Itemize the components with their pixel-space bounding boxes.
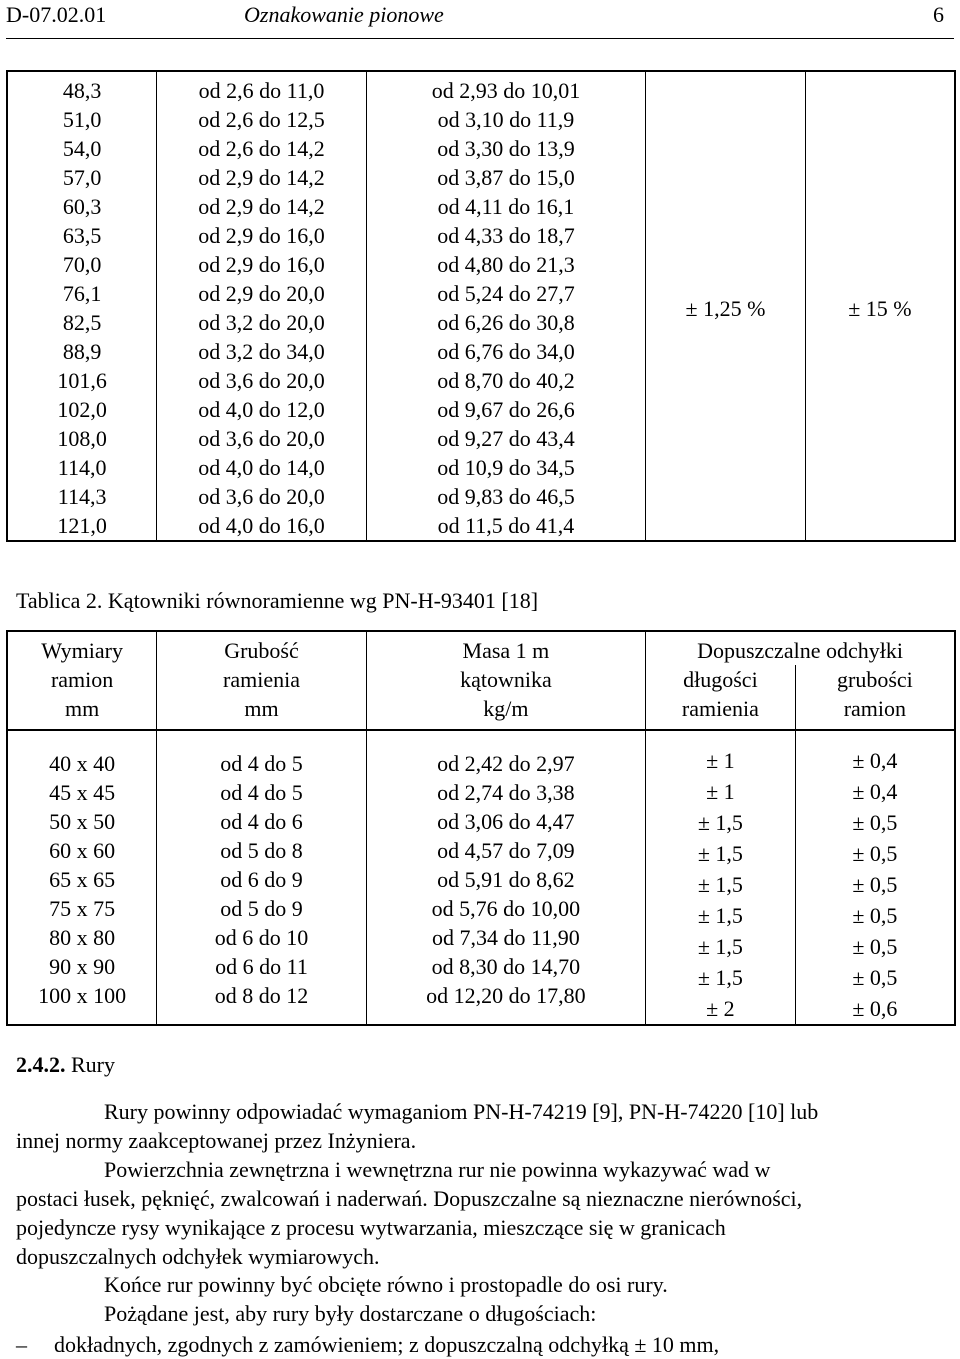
table-cell: od 4,33 do 18,7 <box>366 221 645 250</box>
section-number: 2.4.2. <box>16 1052 66 1077</box>
paragraph-line: dopuszczalnych odchyłek wymiarowych. <box>16 1244 380 1269</box>
table-cell: 75 x 75 <box>49 896 116 921</box>
table-cell: ± 0,5 <box>852 965 898 990</box>
table-cell: od 2,93 do 10,01 <box>366 71 645 105</box>
table-cell: 100 x 100 <box>38 983 127 1008</box>
table-cell: ± 1,5 <box>697 810 743 835</box>
paragraph-line: Powierzchnia zewnętrzna i wewnętrzna rur nie powinna wykazywać wad w <box>104 1157 771 1182</box>
table-cell: od 2,9 do 20,0 <box>157 279 367 308</box>
table-cell: ± 0,6 <box>852 996 898 1021</box>
angle-table-header <box>7 631 955 730</box>
pipe-dimensions-table <box>6 70 956 542</box>
table-cell: 63,5 <box>7 221 157 250</box>
table-cell: ± 0,5 <box>852 872 898 897</box>
paragraph-line: innej normy zaakceptowanej przez Inżyniera. <box>16 1128 417 1153</box>
paragraph-line: Rury powinny odpowiadać wymaganiom PN-H-74219 [9], PN-H-74220 [10] lub <box>104 1099 819 1124</box>
table-cell: od 3,10 do 11,9 <box>366 105 645 134</box>
table-cell: od 6,26 do 30,8 <box>366 308 645 337</box>
header-cell: kątownika <box>366 665 645 694</box>
table-cell: od 2,74 do 3,38 <box>437 780 575 805</box>
table-cell: od 3,6 do 20,0 <box>157 366 367 395</box>
table-cell: 51,0 <box>7 105 157 134</box>
table-cell: ± 1,5 <box>697 903 743 928</box>
table-cell: od 5 do 8 <box>220 838 303 863</box>
table-cell: od 4 do 6 <box>220 809 303 834</box>
column-dimensions <box>7 730 157 1025</box>
page-number: 6 <box>933 2 944 27</box>
table-cell: od 10,9 do 34,5 <box>366 453 645 482</box>
header-cell: ramion <box>7 665 157 694</box>
section-title: Rury <box>71 1052 115 1077</box>
table-cell: ± 0,4 <box>852 748 898 773</box>
table-cell: od 9,83 do 46,5 <box>366 482 645 511</box>
paragraph <box>16 1299 944 1328</box>
header-cell: Grubość <box>157 631 367 665</box>
table-cell: 70,0 <box>7 250 157 279</box>
table-cell: 108,0 <box>7 424 157 453</box>
header-cell: Wymiary <box>7 631 157 665</box>
table-cell: 90 x 90 <box>49 954 116 979</box>
table-cell: 60,3 <box>7 192 157 221</box>
table-cell: od 3,06 do 4,47 <box>437 809 575 834</box>
table-cell: od 2,6 do 11,0 <box>157 71 367 105</box>
table-cell: od 9,67 do 26,6 <box>366 395 645 424</box>
column-thickness-tolerance <box>795 730 955 1025</box>
table-cell: ± 0,5 <box>852 903 898 928</box>
table-cell: 101,6 <box>7 366 157 395</box>
table-cell: od 4,57 do 7,09 <box>437 838 575 863</box>
table-cell: ± 1,5 <box>697 841 743 866</box>
paragraph-line: Końce rur powinny być obcięte równo i prostopadle do osi rury. <box>104 1272 668 1297</box>
table-cell: 102,0 <box>7 395 157 424</box>
table-cell: od 3,87 do 15,0 <box>366 163 645 192</box>
table-cell: 54,0 <box>7 134 157 163</box>
header-cell: Masa 1 m <box>366 631 645 665</box>
table-cell: od 3,2 do 34,0 <box>157 337 367 366</box>
table-cell: od 5,91 do 8,62 <box>437 867 575 892</box>
table-cell: 45 x 45 <box>49 780 116 805</box>
table-cell: od 3,6 do 20,0 <box>157 424 367 453</box>
table-cell: 48,3 <box>7 71 157 105</box>
table-cell: od 4,80 do 21,3 <box>366 250 645 279</box>
table-cell: od 6 do 9 <box>220 867 303 892</box>
table-cell: ± 1,5 <box>697 965 743 990</box>
table-cell: od 2,9 do 16,0 <box>157 250 367 279</box>
table-cell: ± 1 <box>706 779 735 804</box>
tolerance-cell: ± 1,25 % <box>646 71 806 541</box>
list-item <box>16 1330 719 1359</box>
table-cell: od 6,76 do 34,0 <box>366 337 645 366</box>
document-code: D-07.02.01 <box>6 2 107 27</box>
header-group-tolerances: Dopuszczalne odchyłki <box>646 631 955 665</box>
table-cell: ± 1,5 <box>697 872 743 897</box>
table-cell: od 8 do 12 <box>214 983 309 1008</box>
paragraph <box>16 1155 944 1271</box>
table-cell: od 4,0 do 12,0 <box>157 395 367 424</box>
angle-bars-table <box>6 630 956 1026</box>
table-cell: ± 0,5 <box>852 810 898 835</box>
table-cell: od 8,30 do 14,70 <box>431 954 581 979</box>
table-cell: od 4,0 do 14,0 <box>157 453 367 482</box>
table-cell: od 9,27 do 43,4 <box>366 424 645 453</box>
table-cell: 57,0 <box>7 163 157 192</box>
tolerance-cell: ± 15 % <box>805 71 955 541</box>
header-cell: kg/m <box>366 694 645 730</box>
table2-caption: Tablica 2. Kątowniki równoramienne wg PN-H-93401 [18] <box>16 588 539 613</box>
table-cell: od 12,20 do 17,80 <box>426 983 586 1008</box>
table-cell: od 2,6 do 12,5 <box>157 105 367 134</box>
table-cell: od 11,5 do 41,4 <box>366 511 645 541</box>
table-cell: 88,9 <box>7 337 157 366</box>
table-cell: 76,1 <box>7 279 157 308</box>
table-cell: ± 0,5 <box>852 934 898 959</box>
header-cell: mm <box>157 694 367 730</box>
table-cell: od 6 do 10 <box>214 925 309 950</box>
table-cell: od 2,42 do 2,97 <box>437 751 575 776</box>
table-cell: od 2,9 do 16,0 <box>157 221 367 250</box>
table-cell: 40 x 40 <box>49 751 116 776</box>
table-cell: od 4,11 do 16,1 <box>366 192 645 221</box>
table-cell: 60 x 60 <box>49 838 116 863</box>
table-cell: ± 1,5 <box>697 934 743 959</box>
header-cell: ramienia <box>157 665 367 694</box>
table-cell: ± 1 <box>706 748 735 773</box>
table-cell: od 7,34 do 11,90 <box>432 925 580 950</box>
paragraph <box>16 1270 944 1299</box>
column-mass <box>366 730 645 1025</box>
pipe-table-body <box>7 71 955 541</box>
table-cell: od 2,9 do 14,2 <box>157 192 367 221</box>
paragraph-line: postaci łusek, pęknięć, zwalcowań i naderwań. Dopuszczalne są nieznaczne nierówności, <box>16 1186 803 1211</box>
header-cell: ramion <box>795 694 955 730</box>
document-title: Oznakowanie pionowe <box>244 2 444 27</box>
paragraph <box>16 1097 944 1155</box>
table-cell: od 2,9 do 14,2 <box>157 163 367 192</box>
table-cell: od 6 do 11 <box>215 954 308 979</box>
table-cell: 114,0 <box>7 453 157 482</box>
angle-table-body <box>7 730 955 1025</box>
table-cell: 80 x 80 <box>49 925 116 950</box>
dash-bullet: – <box>16 1332 27 1357</box>
table-cell: od 2,6 do 14,2 <box>157 134 367 163</box>
table-cell: od 4 do 5 <box>220 751 303 776</box>
header-cell: mm <box>7 694 157 730</box>
table-cell: 65 x 65 <box>49 867 116 892</box>
header-cell: grubości <box>795 665 955 694</box>
section-heading <box>16 1052 115 1078</box>
table-cell: 114,3 <box>7 482 157 511</box>
table-cell: 82,5 <box>7 308 157 337</box>
header-rule <box>6 38 954 39</box>
page-header <box>0 0 960 40</box>
list-item-text: dokładnych, zgodnych z zamówieniem; z dopuszczalną odchyłką ± 10 mm, <box>54 1332 720 1357</box>
table-cell: 50 x 50 <box>49 809 116 834</box>
table-cell: od 5,76 do 10,00 <box>431 896 581 921</box>
table-cell: ± 0,5 <box>852 841 898 866</box>
table-cell: od 3,6 do 20,0 <box>157 482 367 511</box>
table-cell: od 5 do 9 <box>220 896 303 921</box>
table-cell: od 4 do 5 <box>220 780 303 805</box>
table-cell: od 8,70 do 40,2 <box>366 366 645 395</box>
table-cell: ± 2 <box>706 996 735 1021</box>
table-cell: ± 0,4 <box>852 779 898 804</box>
table-row <box>7 71 955 105</box>
table-cell: od 4,0 do 16,0 <box>157 511 367 541</box>
paragraph-line: pojedyncze rysy wynikające z procesu wytwarzania, mieszczące się w granicach <box>16 1215 726 1240</box>
table-cell: 121,0 <box>7 511 157 541</box>
table-cell: od 5,24 do 27,7 <box>366 279 645 308</box>
table-cell: od 3,2 do 20,0 <box>157 308 367 337</box>
column-thickness <box>157 730 367 1025</box>
header-cell: ramienia <box>646 694 796 730</box>
header-cell: długości <box>646 665 796 694</box>
column-length-tolerance <box>646 730 796 1025</box>
paragraph-line: Pożądane jest, aby rury były dostarczane o długościach: <box>104 1301 597 1326</box>
table-cell: od 3,30 do 13,9 <box>366 134 645 163</box>
